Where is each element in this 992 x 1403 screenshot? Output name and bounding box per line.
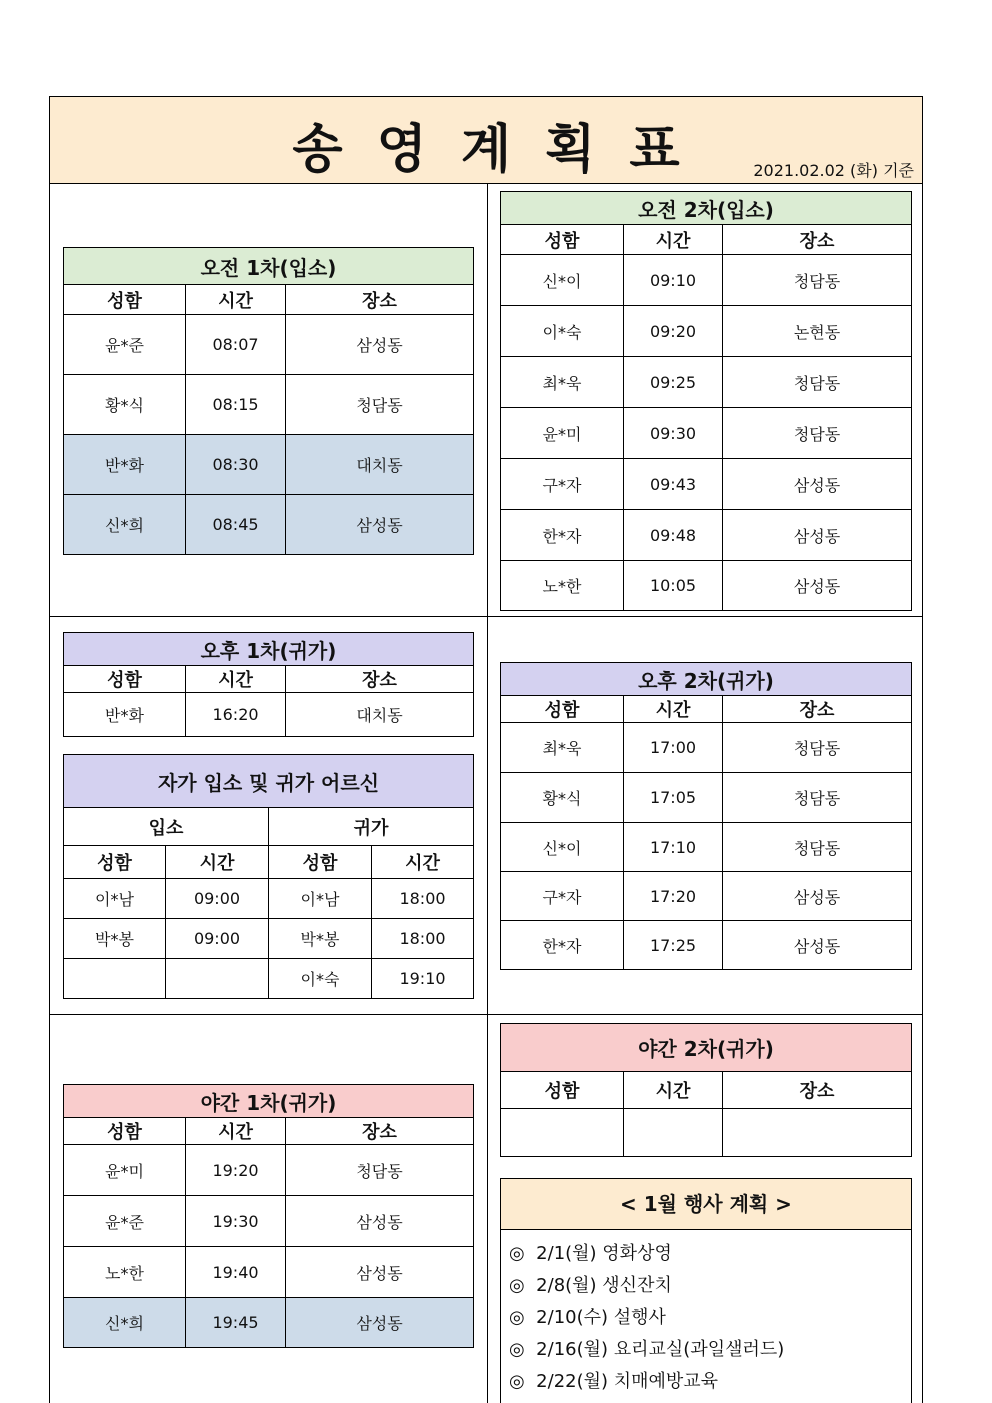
table-row xyxy=(501,872,912,921)
cell-name: 한*자 xyxy=(501,921,624,970)
cell-place: 삼성동 xyxy=(286,1298,474,1348)
cell-place: 삼성동 xyxy=(723,872,912,921)
bullet-icon: ◎ xyxy=(509,1243,525,1264)
cell-time: 17:10 xyxy=(624,823,723,872)
cell-place: 삼성동 xyxy=(723,561,912,611)
event-text: 2/8(월) 생신잔치 xyxy=(536,1275,672,1296)
col-time: 시간 xyxy=(624,225,723,255)
table-row xyxy=(64,1196,474,1247)
col-place: 장소 xyxy=(723,696,912,723)
am1-table xyxy=(63,247,474,555)
night2-title: 야간 2차(귀가) xyxy=(501,1024,912,1072)
list-item xyxy=(509,1238,911,1270)
event-text: 2/1(월) 영화상영 xyxy=(536,1243,672,1264)
cell-place: 청담동 xyxy=(723,723,912,773)
am2-table xyxy=(500,191,912,611)
cell-name: 노*한 xyxy=(64,1247,186,1298)
cell-place: 삼성동 xyxy=(286,495,474,555)
cell-place: 삼성동 xyxy=(286,1247,474,1298)
cell-place: 삼성동 xyxy=(723,510,912,561)
cell-time: 08:45 xyxy=(186,495,286,555)
row-divider-1 xyxy=(49,616,923,617)
table-row xyxy=(501,561,912,611)
cell-time: 17:25 xyxy=(624,921,723,970)
cell-time: 09:48 xyxy=(624,510,723,561)
table-row xyxy=(501,921,912,970)
cell-out-time: 19:10 xyxy=(372,959,474,999)
pm1-title: 오후 1차(귀가) xyxy=(64,633,474,666)
cell-place: 삼성동 xyxy=(286,1196,474,1247)
cell-place: 논현동 xyxy=(723,306,912,357)
col-time: 시간 xyxy=(372,846,474,879)
cell-out-name: 박*봉 xyxy=(269,919,372,959)
cell-place: 청담동 xyxy=(286,375,474,435)
night2-table xyxy=(500,1023,912,1157)
event-text: 2/16(월) 요리교실(과일샐러드) xyxy=(536,1339,785,1360)
col-place: 장소 xyxy=(723,1072,912,1109)
cell-name: 윤*준 xyxy=(64,1196,186,1247)
events-title: < 1월 행사 계획 > xyxy=(501,1179,911,1230)
page-title: 송영계획표 xyxy=(292,120,714,180)
cell-place: 청담동 xyxy=(723,408,912,459)
table-row xyxy=(501,255,912,306)
cell-out-time: 18:00 xyxy=(372,919,474,959)
table-row xyxy=(64,959,474,999)
cell-time: 19:20 xyxy=(186,1145,286,1196)
cell-name: 반*화 xyxy=(64,693,186,737)
bullet-icon: ◎ xyxy=(509,1307,525,1328)
events-list xyxy=(501,1230,911,1398)
events-box xyxy=(500,1178,912,1403)
cell-time: 09:43 xyxy=(624,459,723,510)
cell-time: 08:07 xyxy=(186,315,286,375)
cell-place: 삼성동 xyxy=(723,921,912,970)
cell-time: 17:05 xyxy=(624,773,723,823)
pm2-title: 오후 2차(귀가) xyxy=(501,663,912,696)
cell-name: 윤*미 xyxy=(501,408,624,459)
cell-name: 신*이 xyxy=(501,823,624,872)
am1-title: 오전 1차(입소) xyxy=(64,248,474,285)
reference-date: 2021.02.02 (화) 기준 xyxy=(753,161,914,180)
list-item xyxy=(509,1334,911,1366)
cell-in-name: 박*봉 xyxy=(64,919,166,959)
cell-out-name: 이*숙 xyxy=(269,959,372,999)
bullet-icon: ◎ xyxy=(509,1275,525,1296)
table-row xyxy=(501,306,912,357)
table-row xyxy=(501,823,912,872)
list-item xyxy=(509,1270,911,1302)
table-row xyxy=(501,723,912,773)
cell-time: 08:15 xyxy=(186,375,286,435)
cell-time: 19:30 xyxy=(186,1196,286,1247)
table-row xyxy=(64,919,474,959)
col-time: 시간 xyxy=(624,1072,723,1109)
cell-place: 삼성동 xyxy=(286,315,474,375)
pm1-table xyxy=(63,632,474,737)
table-row xyxy=(501,773,912,823)
cell-time: 17:00 xyxy=(624,723,723,773)
table-row-highlighted xyxy=(64,1298,474,1348)
cell-name: 윤*준 xyxy=(64,315,186,375)
col-time: 시간 xyxy=(624,696,723,723)
table-row xyxy=(64,375,474,435)
cell-name: 윤*미 xyxy=(64,1145,186,1196)
col-name: 성함 xyxy=(64,846,166,879)
table-row xyxy=(501,408,912,459)
cell-place: 대치동 xyxy=(286,693,474,737)
cell-place: 청담동 xyxy=(723,255,912,306)
cell-time: 10:05 xyxy=(624,561,723,611)
col-name: 성함 xyxy=(501,225,624,255)
col-time: 시간 xyxy=(166,846,269,879)
cell-name: 황*식 xyxy=(64,375,186,435)
table-row xyxy=(501,357,912,408)
list-item xyxy=(509,1302,911,1334)
col-time: 시간 xyxy=(186,666,286,693)
col-name: 성함 xyxy=(501,696,624,723)
col-place: 장소 xyxy=(723,225,912,255)
cell-time xyxy=(624,1109,723,1157)
cell-place: 청담동 xyxy=(723,823,912,872)
table-row-empty xyxy=(501,1109,912,1157)
column-divider xyxy=(487,184,488,1403)
cell-out-time: 18:00 xyxy=(372,879,474,919)
col-name: 성함 xyxy=(64,1118,186,1145)
cell-name: 황*식 xyxy=(501,773,624,823)
cell-name: 이*숙 xyxy=(501,306,624,357)
cell-out-name: 이*남 xyxy=(269,879,372,919)
cell-in-name: 이*남 xyxy=(64,879,166,919)
cell-name: 신*희 xyxy=(64,495,186,555)
out-label: 귀가 xyxy=(269,808,474,846)
cell-place: 청담동 xyxy=(723,357,912,408)
cell-time: 09:20 xyxy=(624,306,723,357)
table-row xyxy=(64,315,474,375)
cell-name xyxy=(501,1109,624,1157)
cell-name: 한*자 xyxy=(501,510,624,561)
table-row xyxy=(501,510,912,561)
pm2-table xyxy=(500,662,912,970)
col-place: 장소 xyxy=(286,666,474,693)
cell-time: 09:30 xyxy=(624,408,723,459)
title-header xyxy=(49,96,923,184)
bullet-icon: ◎ xyxy=(509,1371,525,1392)
col-name: 성함 xyxy=(269,846,372,879)
cell-time: 19:40 xyxy=(186,1247,286,1298)
event-text: 2/22(월) 치매예방교육 xyxy=(536,1371,719,1392)
cell-place: 청담동 xyxy=(286,1145,474,1196)
table-row xyxy=(501,459,912,510)
am2-title: 오전 2차(입소) xyxy=(501,192,912,225)
col-place: 장소 xyxy=(286,285,474,315)
col-name: 성함 xyxy=(64,666,186,693)
cell-time: 09:25 xyxy=(624,357,723,408)
table-row xyxy=(64,1247,474,1298)
cell-time: 08:30 xyxy=(186,435,286,495)
table-row-highlighted xyxy=(64,435,474,495)
bullet-icon: ◎ xyxy=(509,1339,525,1360)
cell-name: 신*이 xyxy=(501,255,624,306)
col-name: 성함 xyxy=(64,285,186,315)
self-transport-table xyxy=(63,754,474,999)
cell-place: 청담동 xyxy=(723,773,912,823)
event-text: 2/10(수) 설행사 xyxy=(536,1307,666,1328)
col-time: 시간 xyxy=(186,285,286,315)
cell-time: 16:20 xyxy=(186,693,286,737)
cell-place: 삼성동 xyxy=(723,459,912,510)
in-label: 입소 xyxy=(64,808,269,846)
col-time: 시간 xyxy=(186,1118,286,1145)
night1-table xyxy=(63,1084,474,1348)
cell-time: 19:45 xyxy=(186,1298,286,1348)
cell-name: 최*욱 xyxy=(501,357,624,408)
table-row xyxy=(64,693,474,737)
col-name: 성함 xyxy=(501,1072,624,1109)
cell-name: 신*희 xyxy=(64,1298,186,1348)
table-row-highlighted xyxy=(64,495,474,555)
cell-in-time: 09:00 xyxy=(166,919,269,959)
list-item xyxy=(509,1366,911,1398)
night1-title: 야간 1차(귀가) xyxy=(64,1085,474,1118)
cell-name: 반*화 xyxy=(64,435,186,495)
cell-time: 09:10 xyxy=(624,255,723,306)
row-divider-2 xyxy=(49,1014,923,1015)
cell-name: 구*자 xyxy=(501,872,624,921)
cell-in-time xyxy=(166,959,269,999)
cell-time: 17:20 xyxy=(624,872,723,921)
table-row xyxy=(64,879,474,919)
cell-name: 구*자 xyxy=(501,459,624,510)
self-title: 자가 입소 및 귀가 어르신 xyxy=(64,755,474,808)
cell-name: 최*욱 xyxy=(501,723,624,773)
cell-name: 노*한 xyxy=(501,561,624,611)
table-row xyxy=(64,1145,474,1196)
cell-place xyxy=(723,1109,912,1157)
col-place: 장소 xyxy=(286,1118,474,1145)
cell-place: 대치동 xyxy=(286,435,474,495)
cell-in-name xyxy=(64,959,166,999)
cell-in-time: 09:00 xyxy=(166,879,269,919)
